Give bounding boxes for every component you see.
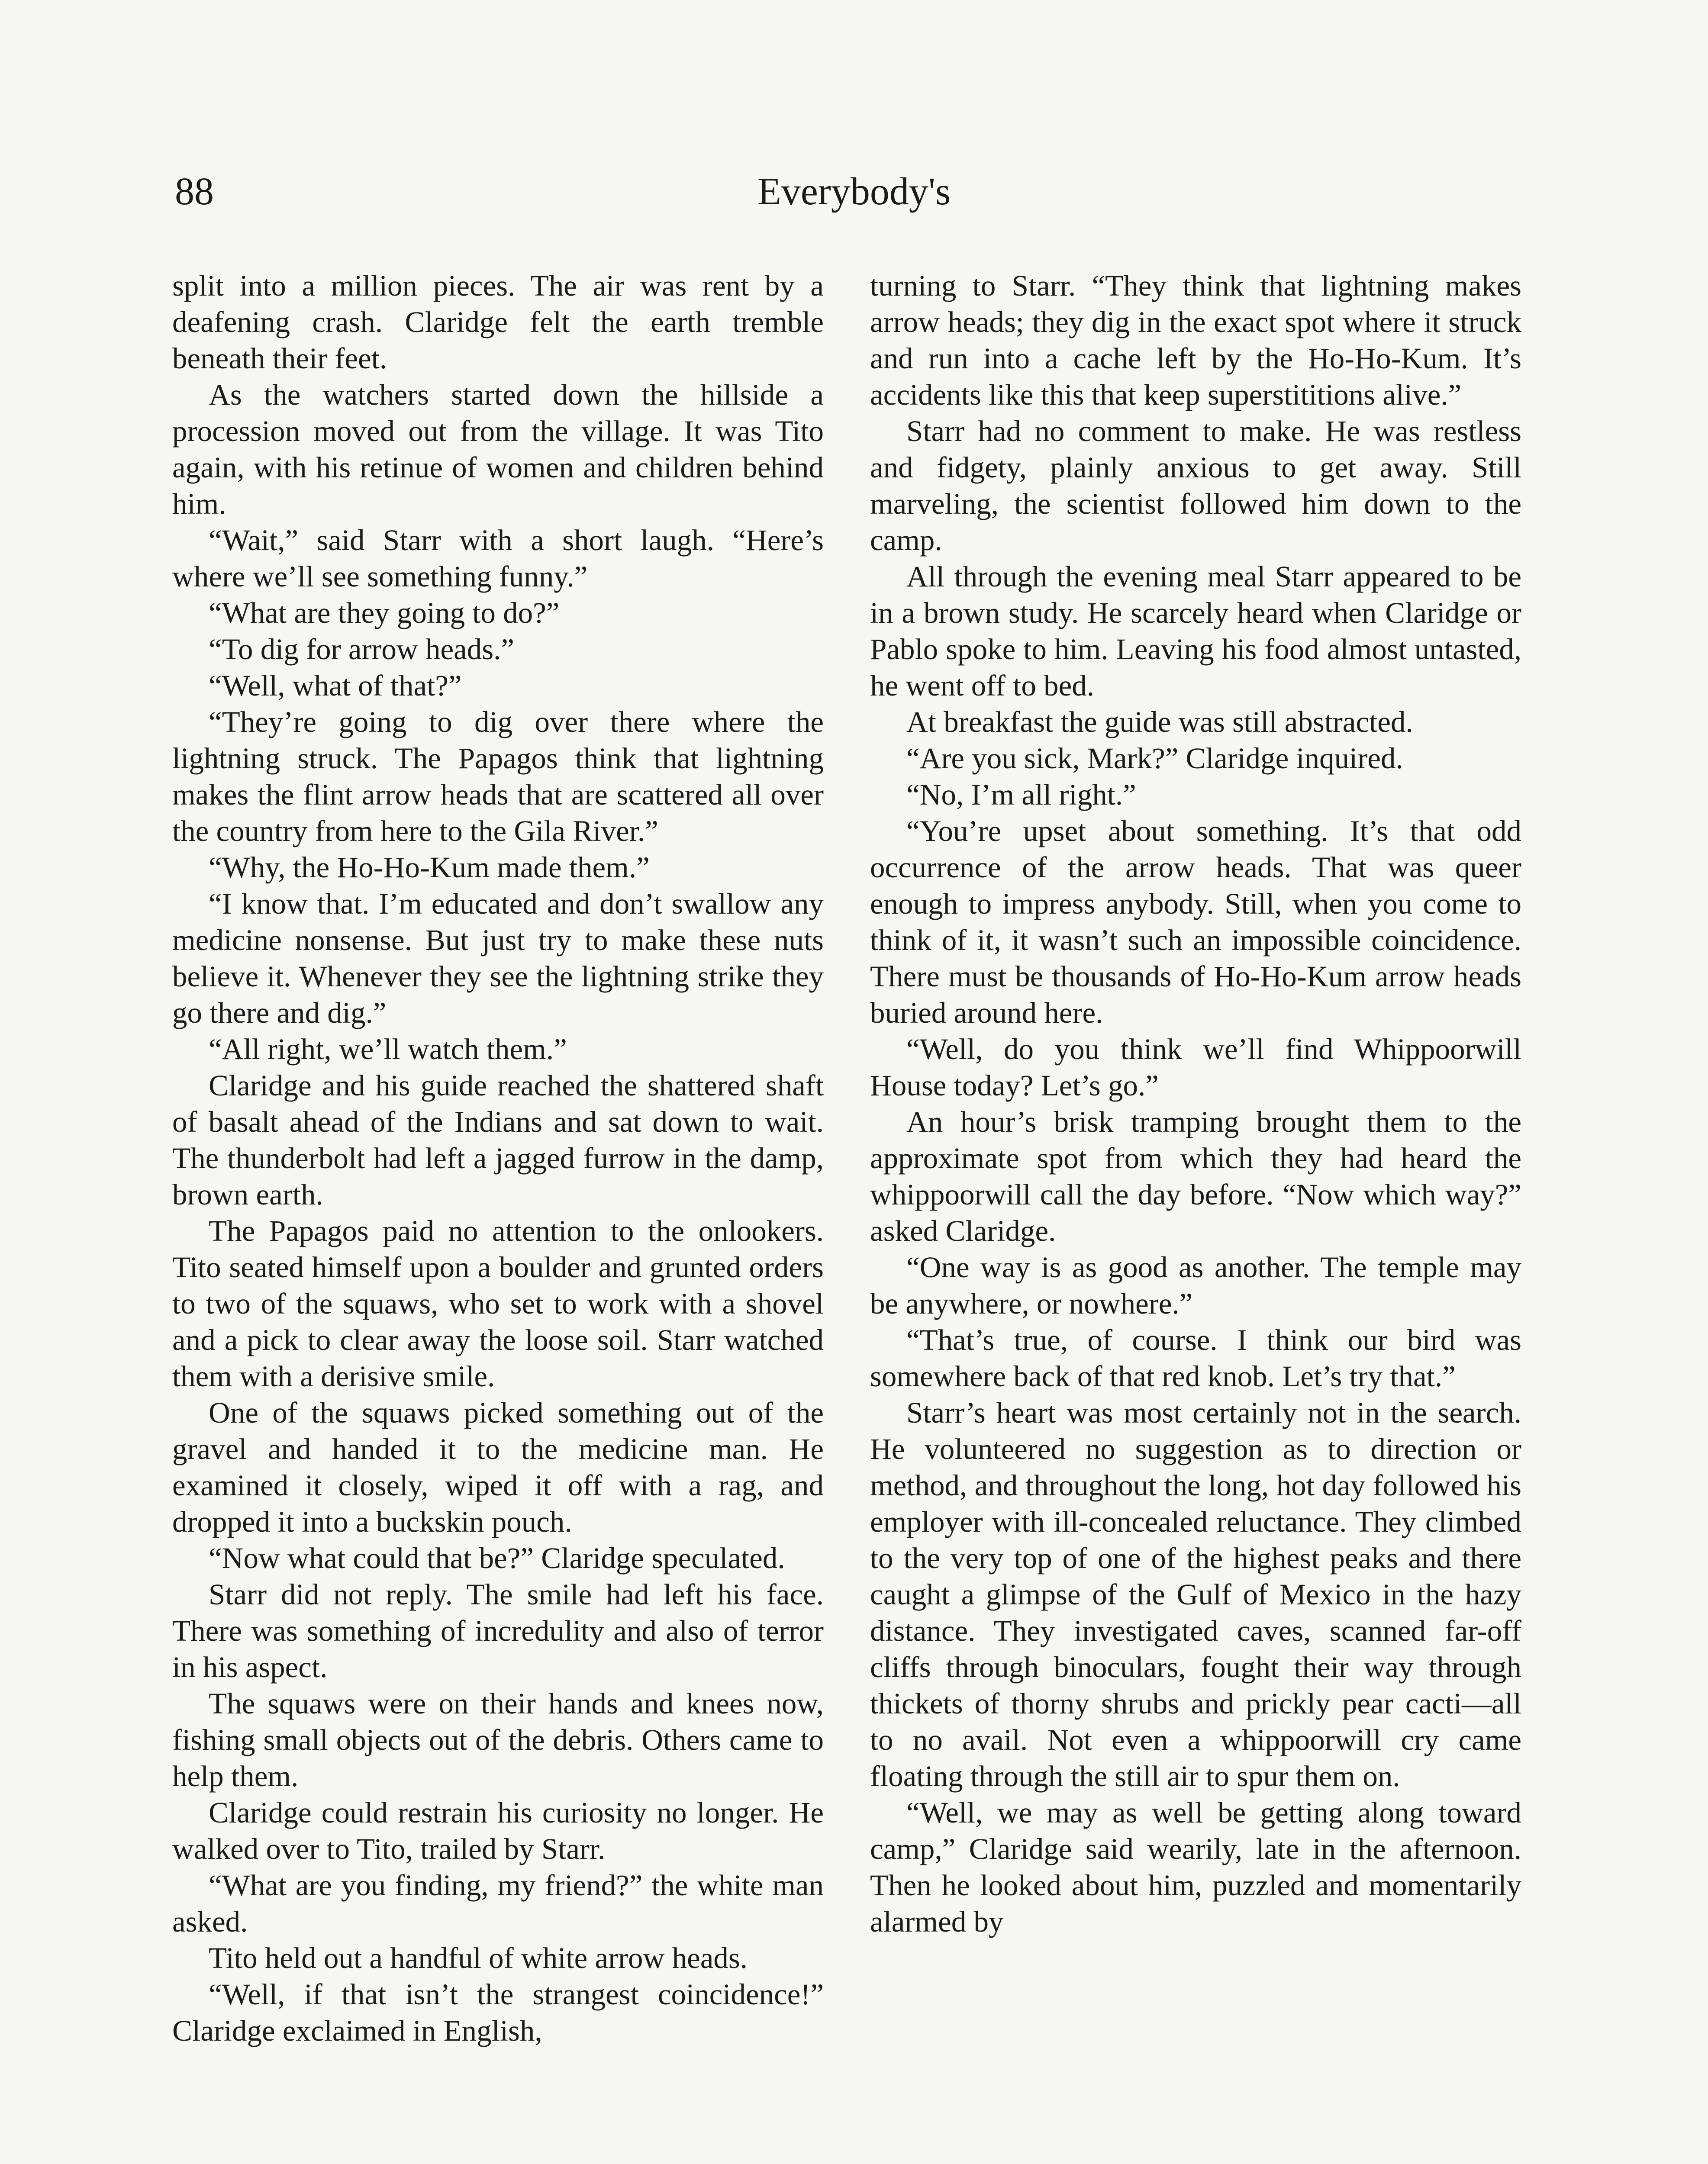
paragraph: “All right, we’ll watch them.” xyxy=(209,1033,567,1066)
paragraph: “I know that. I’m educated and don’t swallow any medicine nonsense. But just try to make these nuts believe it. Whenever they see the lightning strike they go there and dig.” xyxy=(172,887,824,1029)
paragraph: “To dig for arrow heads.” xyxy=(209,633,514,666)
paragraph: An hour’s brisk tramping brought them to the approximate spot from which they had heard the whippoorwill call the day before. “Now which way?” asked Claridge. xyxy=(870,1105,1521,1247)
left-column xyxy=(172,267,824,2049)
paragraph: The Papagos paid no attention to the onlookers. Tito seated himself upon a boulder and grunted orders to two of the squaws, who set to work with a shovel and a pick to clear away the loose soil. Starr watched them with a derisive smile. xyxy=(172,1214,824,1393)
paragraph: “Well, if that isn’t the strangest coincidence!” Claridge exclaimed in English, xyxy=(172,1978,824,2047)
paragraph: “You’re upset about something. It’s that odd occurrence of the arrow heads. That was queer enough to impress anybody. Still, when you come to think of it, it wasn’t such an impossible coincidence. There must be thousands of Ho-Ho-Kum arrow heads buried around here. xyxy=(870,815,1521,1029)
paragraph: As the watchers started down the hillside a procession moved out from the village. It was Tito again, with his retinue of women and children behind him. xyxy=(172,378,824,520)
paragraph: split into a million pieces. The air was rent by a deafening crash. Claridge felt the earth tremble beneath their feet. xyxy=(172,269,824,375)
paragraph: “Well, do you think we’ll find Whippoorwill House today? Let’s go.” xyxy=(870,1033,1521,1102)
right-column xyxy=(870,267,1521,1940)
paragraph: “Well, what of that?” xyxy=(209,669,462,702)
paragraph: “Wait,” said Starr with a short laugh. “Here’s where we’ll see something funny.” xyxy=(172,524,824,593)
paragraph: “They’re going to dig over there where the lightning struck. The Papagos think that lightning makes the flint arrow heads that are scattered all over the country from here to the Gila River.” xyxy=(172,705,824,847)
paragraph: “Well, we may as well be getting along toward camp,” Claridge said wearily, late in the afternoon. Then he looked about him, puzzled and momentarily alarmed by xyxy=(870,1796,1521,1938)
paragraph: “That’s true, of course. I think our bird was somewhere back of that red knob. Let’s try that.” xyxy=(870,1324,1521,1393)
paragraph: “What are you finding, my friend?” the white man asked. xyxy=(172,1869,824,1938)
paragraph: Claridge could restrain his curiosity no longer. He walked over to Tito, trailed by Starr. xyxy=(172,1796,824,1865)
running-head: Everybody's xyxy=(757,170,951,213)
paragraph: Starr’s heart was most certainly not in the search. He volunteered no suggestion as to direction or method, and throughout the long, hot day followed his employer with ill-concealed reluctance. They climbed to the very top of one of the highest peaks and there caught a glimpse of the Gulf of Mexico in the hazy distance. They investigated caves, scanned far-off cliffs through binoculars, fought their way through thickets of thorny shrubs and prickly pear cacti—all to no avail. Not even a whippoorwill cry came floating through the still air to spur them on. xyxy=(870,1396,1521,1793)
paragraph: “What are they going to do?” xyxy=(209,596,560,629)
paragraph: “Why, the Ho-Ho-Kum made them.” xyxy=(209,851,650,884)
paragraph: “Now what could that be?” Claridge speculated. xyxy=(209,1542,785,1575)
paragraph: One of the squaws picked something out of the gravel and handed it to the medicine man. He examined it closely, wiped it off with a rag, and dropped it into a buckskin pouch. xyxy=(172,1396,824,1538)
paragraph: “Are you sick, Mark?” Claridge inquired. xyxy=(906,742,1403,775)
paragraph: “No, I’m all right.” xyxy=(906,778,1136,811)
paragraph: Tito held out a handful of white arrow heads. xyxy=(209,1942,748,1974)
paragraph: The squaws were on their hands and knees now, fishing small objects out of the debris. Others came to help them. xyxy=(172,1687,824,1793)
paragraph: turning to Starr. “They think that lightning makes arrow heads; they dig in the exact spot where it struck and run into a cache left by the Ho-Ho-Kum. It’s accidents like this that keep superstititions alive.” xyxy=(870,269,1521,411)
paragraph: All through the evening meal Starr appeared to be in a brown study. He scarcely heard when Claridge or Pablo spoke to him. Leaving his food almost untasted, he went off to bed. xyxy=(870,560,1521,702)
paragraph: At breakfast the guide was still abstracted. xyxy=(906,705,1413,738)
paragraph: “One way is as good as another. The temple may be anywhere, or nowhere.” xyxy=(870,1251,1521,1320)
page-number: 88 xyxy=(175,170,214,213)
paragraph: Starr had no comment to make. He was restless and fidgety, plainly anxious to get away. Still marveling, the scientist followed him down to the camp. xyxy=(870,415,1521,557)
paragraph: Starr did not reply. The smile had left his face. There was something of incredulity and also of terror in his aspect. xyxy=(172,1578,824,1684)
paragraph: Claridge and his guide reached the shattered shaft of basalt ahead of the Indians and sat down to wait. The thunderbolt had left a jagged furrow in the damp, brown earth. xyxy=(172,1069,824,1211)
